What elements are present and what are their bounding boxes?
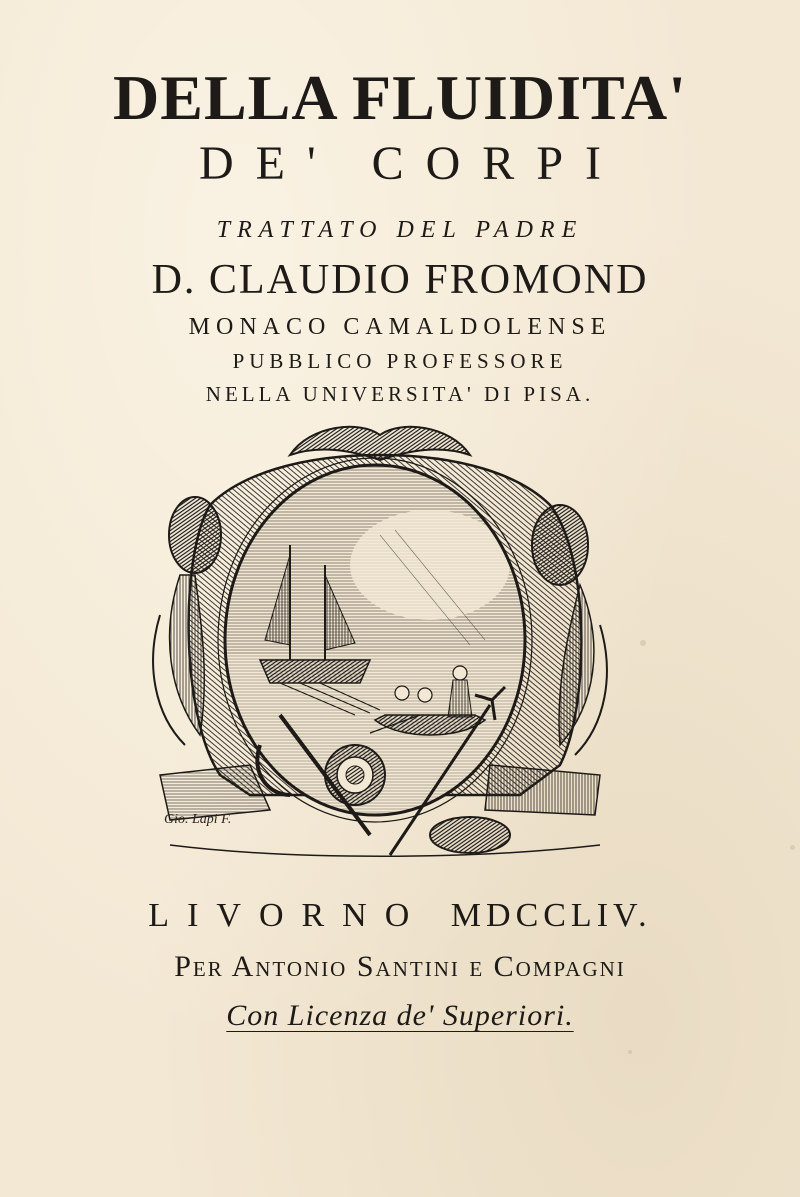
foxing-spot bbox=[628, 1050, 632, 1054]
author-name: D. CLAUDIO FROMOND bbox=[151, 257, 649, 303]
subtitle: TRATTATO DEL PADRE bbox=[216, 217, 584, 243]
imprint-place-year bbox=[0, 895, 800, 937]
imprint-year: MDCCLIV. bbox=[450, 897, 652, 934]
imprint-place: LIVORNO bbox=[148, 897, 428, 934]
title-line-2: DE' CORPI bbox=[198, 137, 623, 190]
author-position: PUBBLICO PROFESSORE bbox=[232, 349, 568, 373]
foxing-spot bbox=[790, 845, 795, 850]
foxing-spot bbox=[640, 640, 646, 646]
imprint-licence: Con Licenza de' Superiori. bbox=[226, 999, 574, 1032]
author-order: MONACO CAMALDOLENSE bbox=[188, 314, 612, 340]
imprint-printer: Per Antonio Santini e Compagni bbox=[174, 950, 626, 983]
engraver-signature: Gio. Lapi F. bbox=[164, 812, 232, 827]
engraved-vignette bbox=[140, 415, 620, 875]
author-university: NELLA UNIVERSITA' DI PISA. bbox=[205, 382, 595, 406]
title-line-1: DELLA FLUIDITA' bbox=[113, 62, 687, 133]
